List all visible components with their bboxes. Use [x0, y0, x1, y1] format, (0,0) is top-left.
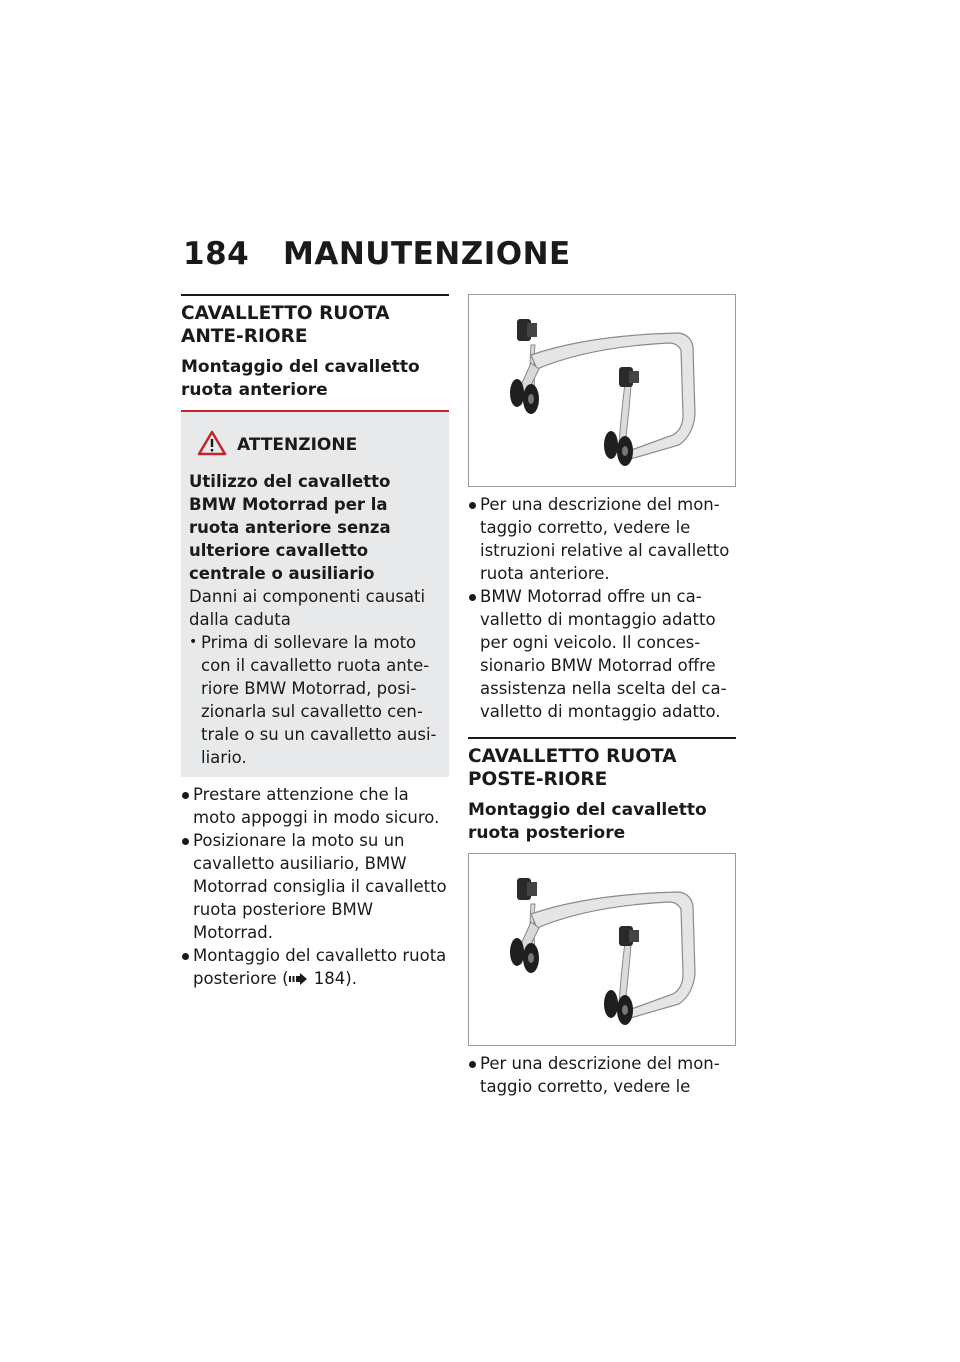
- warning-consequence: Danni ai componenti causati dalla caduta: [189, 587, 426, 629]
- section-rule: [468, 737, 736, 739]
- page-header: [183, 236, 571, 272]
- wheels: [510, 379, 633, 466]
- left-column: [181, 294, 449, 991]
- reference-text: Montaggio del cavalletto ruota posteriore (: [193, 946, 447, 988]
- warning-bold-text: Utilizzo del cavalletto BMW Motorrad per la ruota anteriore senza ulteriore cavalletto centrale o ausiliario: [189, 472, 391, 583]
- page-number: 184: [183, 236, 250, 272]
- list-item: Per una descrizione del mon-taggio corretto, vedere le: [468, 1052, 736, 1098]
- section-title-front-stand: CAVALLETTO RUOTA ANTE-RIORE: [181, 303, 390, 347]
- stand-frame: [513, 892, 695, 1019]
- reference-page: 184).: [313, 969, 357, 988]
- warning-list: [189, 631, 443, 769]
- front-stand-illustration: [468, 294, 736, 487]
- list-item: Prestare attenzione che la moto appoggi in modo sicuro.: [181, 783, 449, 829]
- stand-frame: [513, 333, 695, 460]
- subsection-title-front-stand: Montaggio del cavalletto ruota anteriore: [181, 357, 420, 400]
- warning-box: [181, 410, 449, 777]
- front-stand-bullets: [181, 783, 449, 991]
- right-column: [468, 294, 736, 1098]
- section-title-rear-stand: CAVALLETTO RUOTA POSTE-RIORE: [468, 746, 677, 790]
- warning-label: ATTENZIONE: [237, 435, 358, 455]
- arrow-right-icon: [289, 968, 309, 991]
- front-stand-notes: [468, 493, 736, 723]
- list-item: Per una descrizione del mon-taggio corretto, vedere le istruzioni relative al cavalletto ruota anteriore.: [468, 493, 736, 585]
- subsection-title-rear-stand: Montaggio del cavalletto ruota posteriore: [468, 800, 707, 843]
- warning-header: [189, 430, 443, 460]
- section-rule: [181, 294, 449, 296]
- rear-stand-notes: [468, 1052, 736, 1098]
- warning-triangle-icon: [197, 430, 227, 460]
- wheels: [510, 938, 633, 1025]
- rear-stand-illustration: [468, 853, 736, 1046]
- warning-list-item: • Prima di sollevare la moto con il cavalletto ruota ante-riore BMW Motorrad, posi-zionarla sul cavalletto cen-trale o su un cavalletto ausi-liario.: [189, 631, 443, 769]
- chapter-title: MANUTENZIONE: [283, 236, 571, 272]
- list-item: BMW Motorrad offre un ca-valletto di montaggio adatto per ogni veicolo. Il conces-sionario BMW Motorrad offre assistenza nella scelta del ca-valletto di montaggio adatto.: [468, 585, 736, 723]
- list-item: Posizionare la moto su un cavalletto ausiliario, BMW Motorrad consiglia il cavalletto ruota posteriore BMW Motorrad.: [181, 829, 449, 944]
- list-item-reference: [181, 944, 449, 991]
